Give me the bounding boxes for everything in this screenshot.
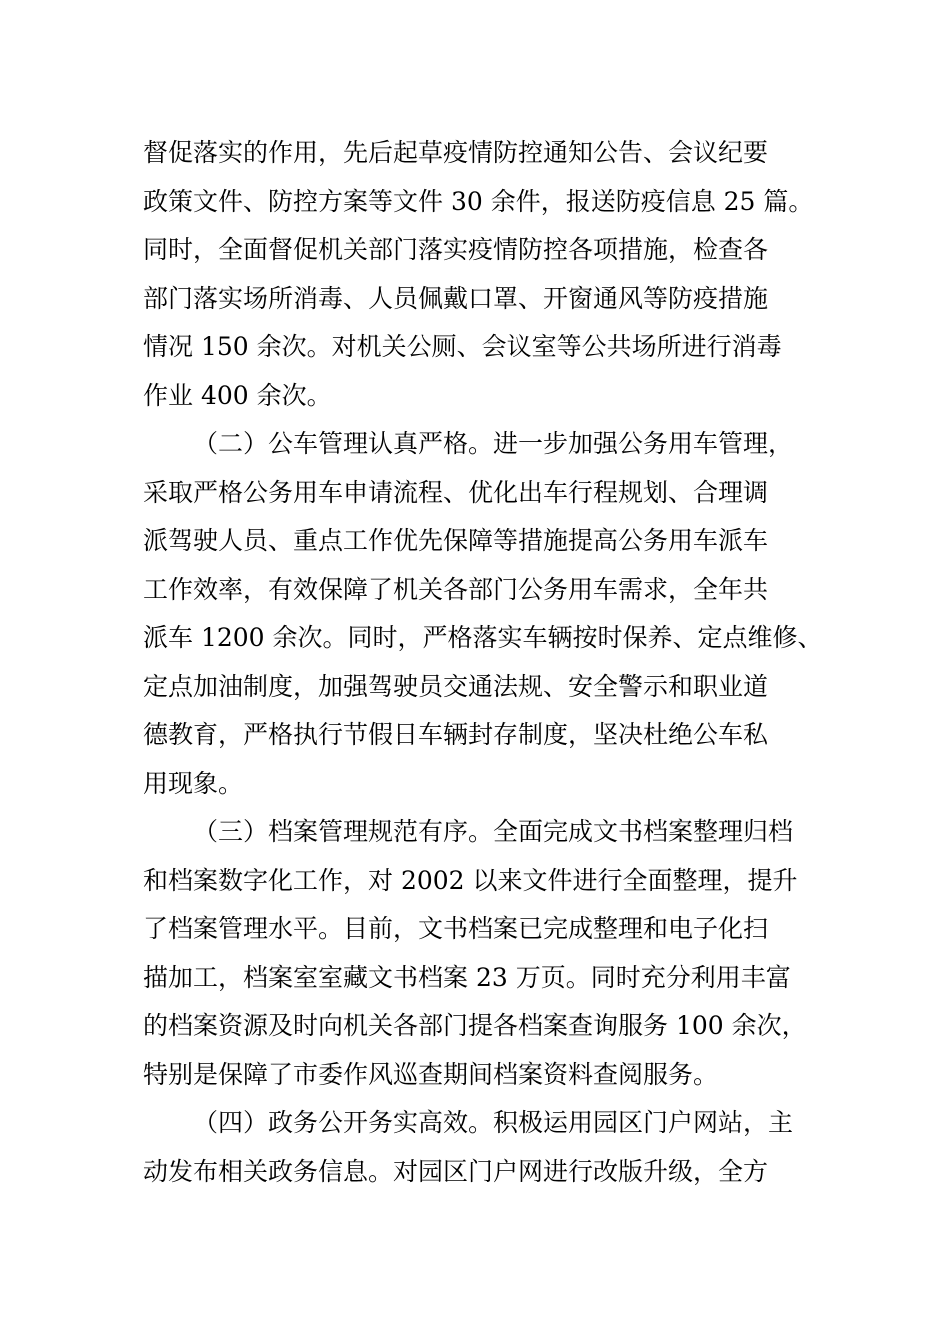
paragraph-archive-management	[143, 808, 833, 1099]
section-heading-line: （四）政务公开务实高效。积极运用园区门户网站，主	[193, 1108, 794, 1137]
text-line: 政策文件、防控方案等文件 30 余件，报送防疫信息 25 篇。	[143, 186, 814, 216]
text-line: 用现象。	[143, 768, 244, 798]
text-line: 派驾驶人员、重点工作优先保障等措施提高公务用车派车	[143, 526, 769, 555]
text-line: 德教育，严格执行节假日车辆封存制度，坚决杜绝公车私	[143, 720, 769, 749]
text-line: 督促落实的作用，先后起草疫情防控通知公告、会议纪要	[143, 138, 769, 167]
text-line: 的档案资源及时向机关各部门提各档案查询服务 100 余次，	[143, 1011, 807, 1040]
text-line: 了档案管理水平。目前，文书档案已完成整理和电子化扫	[143, 914, 769, 943]
text-line: 描加工，档案室室藏文书档案 23 万页。同时充分利用丰富	[143, 962, 791, 992]
text-line: 作业 400 余次。	[143, 380, 332, 410]
text-line: 定点加油制度，加强驾驶员交通法规、安全警示和职业道	[143, 671, 769, 701]
text-line: 和档案数字化工作，对 2002 以来文件进行全面整理，提升	[143, 865, 798, 895]
text-line: 特别是保障了市委作风巡查期间档案资料查阅服务。	[143, 1059, 719, 1089]
section-heading-line: （二）公车管理认真严格。进一步加强公务用车管理，	[193, 429, 794, 458]
text-line: 采取严格公务用车申请流程、优化出车行程规划、合理调	[143, 477, 769, 507]
paragraph-government-affairs	[143, 1099, 833, 1196]
document-body	[143, 129, 833, 1196]
text-line: 同时，全面督促机关部门落实疫情防控各项措施，检查各	[143, 235, 769, 264]
text-line: 派车 1200 余次。同时，严格落实车辆按时保养、定点维修、	[143, 623, 823, 652]
section-heading-line: （三）档案管理规范有序。全面完成文书档案整理归档	[193, 817, 794, 846]
text-line: 部门落实场所消毒、人员佩戴口罩、开窗通风等防疫措施	[143, 283, 769, 313]
paragraph-epidemic-control	[143, 129, 833, 420]
text-line: 情况 150 余次。对机关公厕、会议室等公共场所进行消毒	[143, 332, 782, 361]
text-line: 工作效率，有效保障了机关各部门公务用车需求，全年共	[143, 574, 769, 604]
paragraph-vehicle-management	[143, 420, 833, 808]
text-line: 动发布相关政务信息。对园区门户网进行改版升级，全方	[143, 1156, 769, 1186]
